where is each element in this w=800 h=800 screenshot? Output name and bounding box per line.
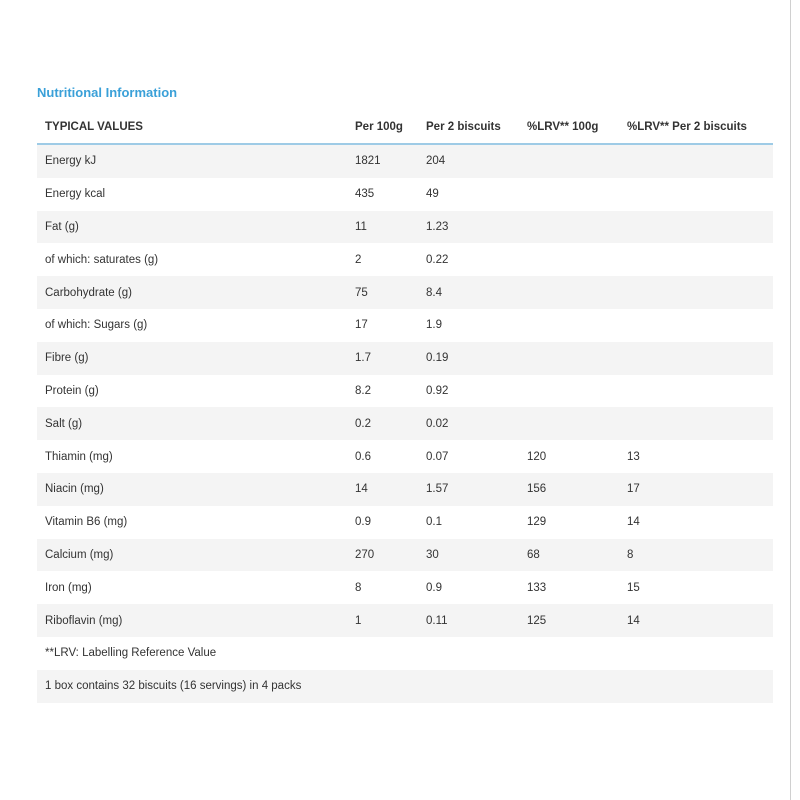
cell-per-100g: 0.6	[355, 450, 371, 463]
cell-lrv-100g	[519, 375, 619, 408]
row-label: Fibre (g)	[45, 352, 89, 365]
cell-per-2-biscuits: 0.1	[426, 516, 442, 529]
cell-lrv-per-2-biscuits: 13	[627, 450, 640, 463]
table-row	[37, 309, 773, 342]
header-typical-values: TYPICAL VALUES	[37, 111, 347, 144]
cell-per-100g: 435	[355, 188, 375, 201]
row-label: Protein (g)	[45, 384, 99, 397]
row-label: Riboflavin (mg)	[45, 614, 123, 627]
row-label: Vitamin B6 (mg)	[45, 516, 128, 529]
table-row	[37, 571, 773, 604]
row-label: Energy kcal	[45, 188, 106, 201]
table-row	[37, 144, 773, 178]
cell-lrv-100g	[519, 276, 619, 309]
cell-per-2-biscuits: 0.11	[426, 614, 448, 627]
row-label: of which: saturates (g)	[45, 253, 159, 266]
cell-per-2-biscuits: 0.19	[426, 352, 449, 365]
header-lrv-per-2-biscuits: %LRV** Per 2 biscuits	[619, 111, 773, 144]
cell-per-100g: 14	[355, 483, 368, 496]
cell-lrv-per-2-biscuits	[619, 144, 773, 178]
row-label: Fat (g)	[45, 220, 79, 233]
cell-lrv-100g	[519, 407, 619, 440]
cell-per-2-biscuits: 1.9	[426, 319, 442, 332]
row-label: Energy kJ	[45, 155, 97, 168]
cell-lrv-per-2-biscuits: 15	[627, 581, 640, 594]
cell-per-100g: 8.2	[355, 384, 371, 397]
table-row	[37, 342, 773, 375]
cell-lrv-per-2-biscuits	[619, 276, 773, 309]
cell-lrv-100g	[519, 342, 619, 375]
cell-lrv-100g: 156	[527, 483, 547, 496]
cell-per-2-biscuits: 204	[426, 155, 446, 168]
row-label: Iron (mg)	[45, 581, 92, 594]
table-row	[37, 440, 773, 473]
table-row	[37, 375, 773, 408]
table-row	[37, 243, 773, 276]
cell-per-2-biscuits: 30	[426, 548, 439, 561]
row-label: Calcium (mg)	[45, 548, 114, 561]
table-row	[37, 473, 773, 506]
footnote-row	[37, 670, 773, 703]
cell-lrv-100g	[519, 243, 619, 276]
row-label: Niacin (mg)	[45, 483, 104, 496]
cell-lrv-100g: 125	[527, 614, 547, 627]
cell-per-2-biscuits: 8.4	[426, 286, 442, 299]
table-row	[37, 407, 773, 440]
cell-lrv-100g: 68	[527, 548, 540, 561]
row-label: Carbohydrate (g)	[45, 286, 132, 299]
cell-lrv-100g: 129	[527, 516, 547, 529]
cell-lrv-100g	[519, 309, 619, 342]
cell-lrv-per-2-biscuits	[619, 243, 773, 276]
header-lrv-100g: %LRV** 100g	[519, 111, 619, 144]
cell-lrv-per-2-biscuits: 17	[627, 483, 640, 496]
cell-per-2-biscuits: 49	[426, 188, 439, 201]
window-edge	[790, 0, 800, 800]
cell-lrv-per-2-biscuits	[619, 342, 773, 375]
table-row	[37, 506, 773, 539]
cell-per-100g: 1	[355, 614, 362, 627]
cell-per-100g: 8	[355, 581, 362, 594]
table-row	[37, 276, 773, 309]
cell-per-100g: 2	[355, 253, 362, 266]
cell-lrv-100g	[519, 144, 619, 178]
row-label: of which: Sugars (g)	[45, 319, 148, 332]
footnote-row	[37, 637, 773, 670]
cell-per-2-biscuits: 1.57	[426, 483, 449, 496]
header-per-100g: Per 100g	[347, 111, 418, 144]
table-row	[37, 604, 773, 637]
table-row	[37, 539, 773, 572]
table-row	[37, 178, 773, 211]
cell-per-100g: 0.2	[355, 417, 371, 430]
cell-lrv-100g	[519, 211, 619, 244]
footnote-box-contents: 1 box contains 32 biscuits (16 servings) in 4 packs	[45, 680, 302, 693]
section-title: Nutritional Information	[37, 85, 178, 100]
table-body	[37, 144, 773, 637]
cell-lrv-per-2-biscuits: 8	[627, 548, 634, 561]
nutrition-table	[37, 111, 773, 703]
row-label: Salt (g)	[45, 417, 83, 430]
cell-per-2-biscuits: 0.92	[426, 384, 449, 397]
header-per-2-biscuits: Per 2 biscuits	[418, 111, 519, 144]
cell-lrv-per-2-biscuits	[619, 375, 773, 408]
cell-per-100g: 11	[355, 220, 367, 233]
cell-per-100g: 17	[355, 319, 368, 332]
footnote-lrv: **LRV: Labelling Reference Value	[45, 647, 217, 660]
cell-lrv-100g	[519, 178, 619, 211]
cell-per-2-biscuits: 0.02	[426, 417, 449, 430]
table-header-row	[37, 111, 773, 144]
cell-per-2-biscuits: 0.22	[426, 253, 449, 266]
cell-per-100g: 1.7	[355, 352, 371, 365]
cell-lrv-per-2-biscuits	[619, 178, 773, 211]
cell-lrv-per-2-biscuits: 14	[627, 516, 640, 529]
cell-lrv-100g: 133	[527, 581, 547, 594]
cell-per-100g: 75	[355, 286, 368, 299]
cell-lrv-per-2-biscuits	[619, 309, 773, 342]
cell-per-2-biscuits: 0.07	[426, 450, 449, 463]
cell-lrv-per-2-biscuits	[619, 407, 773, 440]
cell-per-2-biscuits: 1.23	[426, 220, 449, 233]
cell-lrv-100g: 120	[527, 450, 547, 463]
cell-lrv-per-2-biscuits: 14	[627, 614, 640, 627]
cell-per-2-biscuits: 0.9	[426, 581, 442, 594]
cell-per-100g: 270	[355, 548, 375, 561]
cell-lrv-per-2-biscuits	[619, 211, 773, 244]
cell-per-100g: 1821	[355, 155, 381, 168]
row-label: Thiamin (mg)	[45, 450, 113, 463]
cell-per-100g: 0.9	[355, 516, 371, 529]
table-row	[37, 211, 773, 244]
